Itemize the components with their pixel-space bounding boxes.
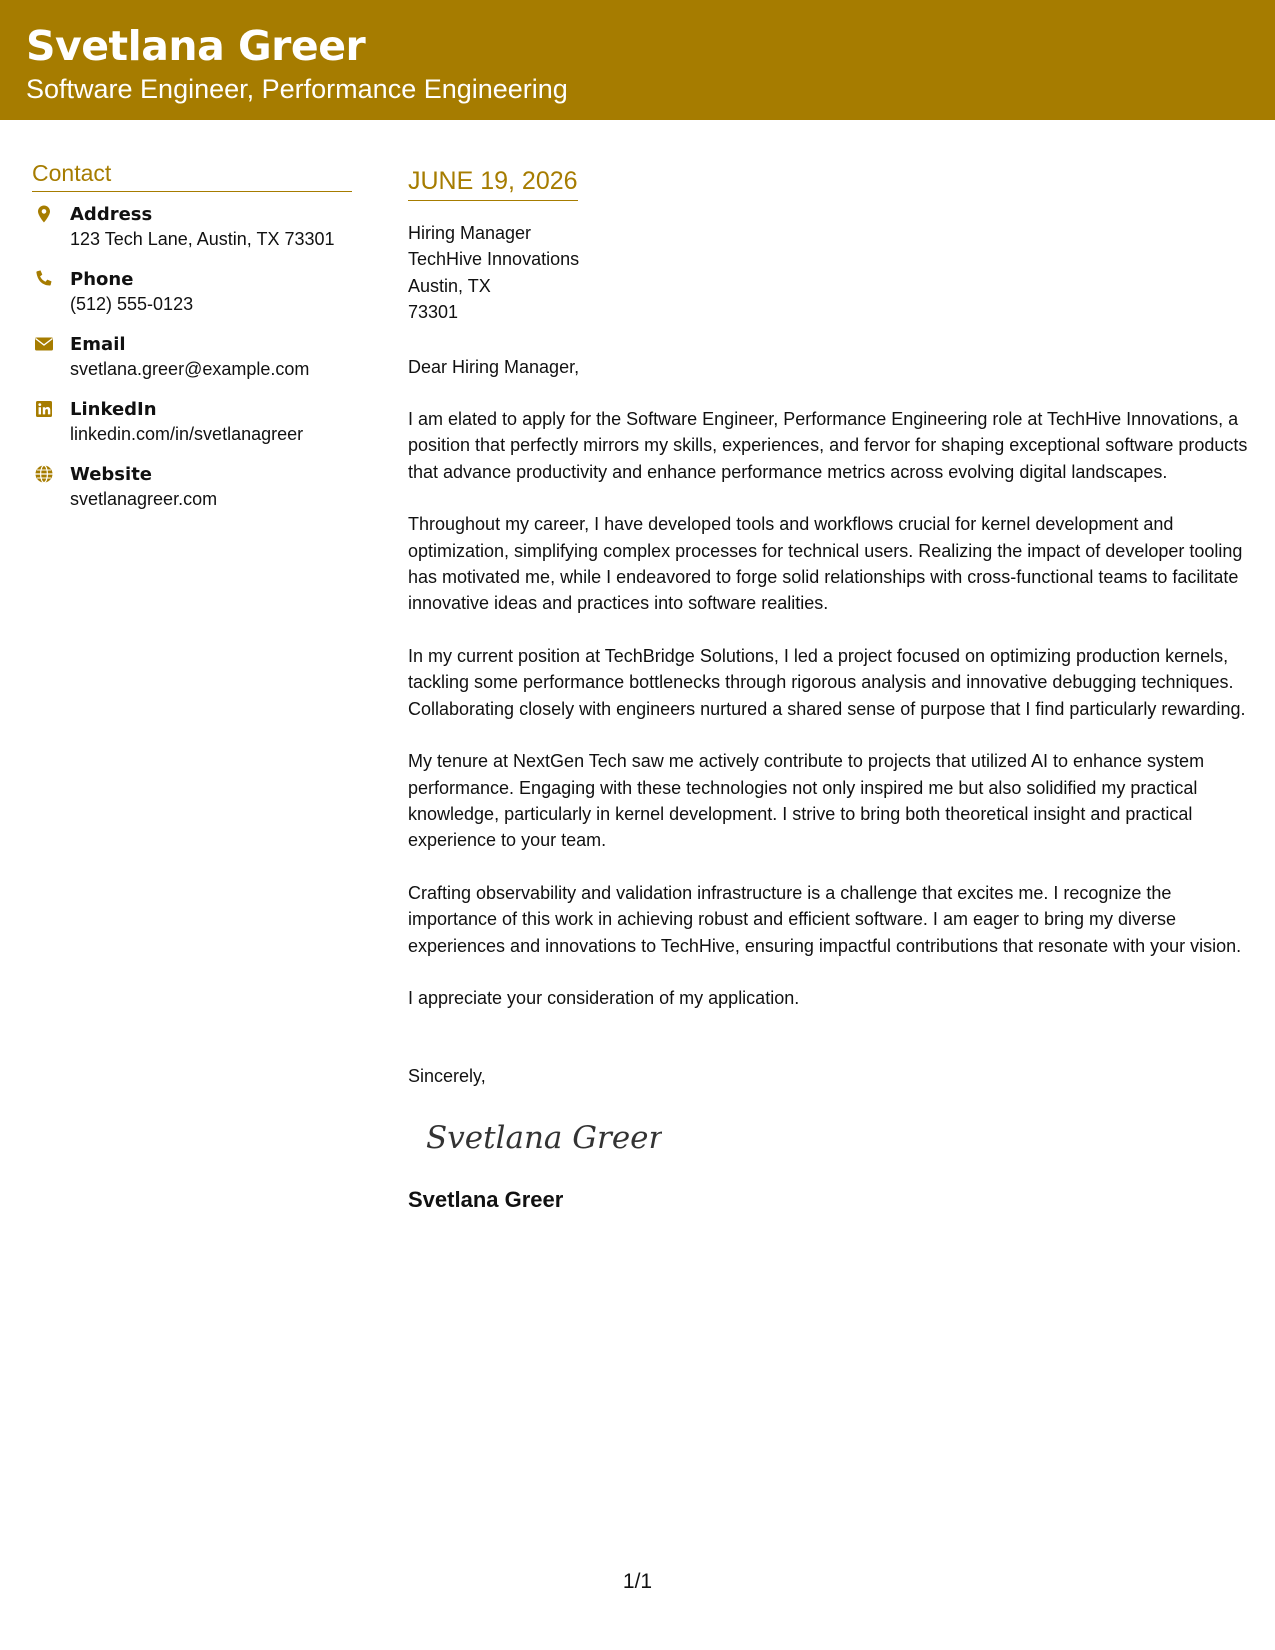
recipient-zip: 73301 <box>408 302 459 323</box>
letter-paragraph: I am elated to apply for the Software Engineer, Performance Engineering role at TechHive Innovations, a position that perfectly mirrors my skills, experiences, and fervor for shaping exceptional software products that advance productivity and enhance performance metrics across evolving digital landscapes. <box>408 409 1248 482</box>
signature-text: Svetlana Greer <box>426 1119 662 1156</box>
linkedin-value: linkedin.com/in/svetlanagreer <box>70 424 304 444</box>
contact-item-linkedin <box>32 397 352 447</box>
map-pin-icon <box>34 204 54 224</box>
applicant-title: Software Engineer, Performance Engineering <box>26 74 568 104</box>
contact-heading: Contact <box>32 160 352 192</box>
address-value: 123 Tech Lane, Austin, TX 73301 <box>70 229 335 249</box>
globe-icon <box>34 464 54 484</box>
letter-paragraph: I appreciate your consideration of my application. <box>408 987 800 1008</box>
website-value: svetlanagreer.com <box>70 489 218 509</box>
contact-sidebar <box>32 160 352 527</box>
handwritten-signature <box>422 1108 662 1168</box>
contact-label: Address <box>70 204 153 225</box>
recipient-name: Hiring Manager <box>408 223 532 243</box>
letter-paragraph: Crafting observability and validation infrastructure is a challenge that excites me. I recognize the importance of this work in achieving robust and efficient software. I am eager to bring my diverse experiences and innovations to TechHive, ensuring impactful contributions that resonate with your vision. <box>408 882 1242 956</box>
contact-label: Website <box>70 464 153 485</box>
email-value: svetlana.greer@example.com <box>70 359 310 379</box>
salutation: Dear Hiring Manager, <box>408 356 580 377</box>
contact-label: Email <box>70 334 126 355</box>
contact-item-website <box>32 462 352 512</box>
header-banner <box>0 0 1275 120</box>
phone-value: (512) 555-0123 <box>70 294 194 314</box>
letter-date: JUNE 19, 2026 <box>408 166 578 201</box>
contact-item-email <box>32 332 352 382</box>
recipient-block <box>408 220 1253 326</box>
letter-paragraph: Throughout my career, I have developed tools and workflows crucial for kernel development and optimization, simplifying complex processes for technical users. Realizing the impact of developer tooling has motivated me, while I endeavored to forge solid relationships with cross-functional teams to facilitate innovative ideas and practices into software realities. <box>408 514 1243 614</box>
letter-paragraph: My tenure at NextGen Tech saw me actively contribute to projects that utilized AI to enhance system performance. Engaging with these technologies not only inspired me but also solidified my practical knowledge, particularly in kernel development. I strive to bring both theoretical insight and practical experience to your team. <box>408 751 1205 851</box>
applicant-name: Svetlana Greer <box>26 22 366 70</box>
closing: Sincerely, <box>408 1066 486 1087</box>
envelope-icon <box>34 334 54 354</box>
phone-icon <box>34 269 54 289</box>
recipient-company: TechHive Innovations <box>408 249 580 270</box>
page-number: 1/1 <box>622 1570 653 1593</box>
contact-list <box>32 202 352 512</box>
contact-item-address <box>32 202 352 252</box>
letter-paragraph: In my current position at TechBridge Solutions, I led a project focused on optimizing production kernels, tackling some performance bottlenecks through rigorous analysis and innovative debugging techniques. Collaborating closely with engineers nurtured a shared sense of purpose that I find particularly rewarding. <box>408 645 1246 719</box>
recipient-city: Austin, TX <box>408 275 491 296</box>
contact-label: LinkedIn <box>70 399 157 420</box>
contact-item-phone <box>32 267 352 317</box>
letter-body <box>408 166 1253 1214</box>
signer-name: Svetlana Greer <box>408 1187 564 1213</box>
linkedin-icon <box>34 399 54 419</box>
contact-label: Phone <box>70 269 134 290</box>
